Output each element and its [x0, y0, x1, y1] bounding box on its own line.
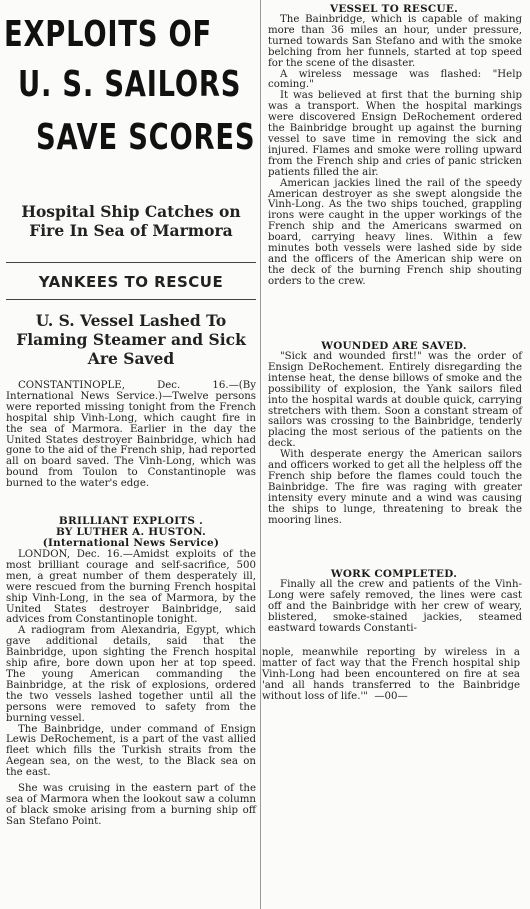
paragraph: nople, meanwhile reporting by wireless in a matter of fact way that the French hospital ship Vinh-Long had been encountered on fire at sea 'and all hands transferred to the Bainbridge without loss of life.'"	[262, 647, 520, 702]
right-body-1	[268, 15, 522, 288]
paragraph: CONSTANTINOPLE, Dec. 16.—(By International News Service.)—Twelve persons were reported missing tonight from the French hospital ship Vinh-Long, which caught fire in the sea of Marmora. Earlier in the day the United States destroyer Bainbridge, which had gone to the aid of the French ship, had reported all on board saved. The Vinh-Long, which was bound from Toulon to Constantinople was burned to the water's edge.	[6, 380, 256, 490]
left-body-2	[6, 550, 256, 828]
headline-line-2: U. S. SAILORS	[18, 64, 242, 105]
subhead-vessel-to-rescue: VESSEL TO RESCUE.	[329, 3, 459, 15]
paragraph: Finally all the crew and patients of the Vinh-Long were safely removed, the lines were cast off and the Bainbridge with her crew of weary, blistered, smoke-stained jackies, steamed eastward towards Constanti-	[268, 579, 522, 634]
end-mark: —00—	[374, 691, 408, 702]
paragraph: A wireless message was flashed: "Help coming."	[268, 68, 522, 91]
paragraph: LONDON, Dec. 16.—Amidst exploits of the most brilliant courage and self-sacrifice, 500 men, a great number of them desperately ill, were rescued from the burning French hospital ship Vinh-Long, in the sea of Marmora, by the United States destroyer Bainbridge, said advices from Constantinople tonight.	[6, 549, 256, 626]
deck-divider-2	[6, 299, 256, 300]
deck-divider-1	[6, 262, 256, 263]
deck-vessel-lashed: U. S. Vessel Lashed To Flaming Steamer and Sick Are Saved	[16, 311, 246, 368]
subhead-brilliant-exploits: BRILLIANT EXPLOITS .	[58, 515, 204, 527]
subhead-wounded-saved: WOUNDED ARE SAVED.	[321, 340, 467, 352]
deck-yankees-to-rescue: YANKEES TO RESCUE	[38, 273, 224, 291]
paragraph: She was cruising in the eastern part of the sea of Marmora when the lookout saw a column of black smoke arising from a burning ship off San Stefano Point.	[6, 783, 256, 827]
byline-service: (International News Service)	[42, 537, 220, 549]
paragraph: It was believed at first that the burning ship was a transport. When the hospital markings were discovered Ensign DeRochement ordered the Bainbridge brought up against the burning vessel to save time in removing the sick and injured. Flames and smoke were rolling upward from the French ship and cries of panic stricken patients filled the air.	[268, 90, 522, 178]
paragraph: The Bainbridge, which is capable of making more than 36 miles an hour, under pressure, turned towards San Stefano and with the smoke belching from her funnels, started at top speed for the scene of the disaster.	[268, 14, 522, 69]
right-body-2	[268, 352, 522, 527]
left-body-1	[6, 381, 256, 490]
right-body-3	[268, 580, 522, 635]
subhead-work-completed: WORK COMPLETED.	[330, 568, 458, 580]
left-column	[2, 0, 260, 909]
right-column	[262, 0, 530, 909]
paragraph: "Sick and wounded first!" was the order of Ensign DeRochement. Entirely disregarding the intense heat, the dense billows of smoke and the possibility of explosion, the Yank sailors filed into the hospital wards at double quick, carrying stretchers with them. Soon a constant stream of sailors was crossing to the Bainbridge, tenderly placing the most serious of the patients on the deck.	[268, 351, 522, 450]
paragraph: The Bainbridge, under command of Ensign Lewis DeRochement, is a part of the vast allied fleet which fills the Turkish straits from the Aegean sea, on the west, to the Black sea on the east.	[6, 723, 256, 779]
headline-line-3: SAVE SCORES	[36, 117, 256, 158]
column-divider	[260, 0, 261, 909]
headline-line-1: EXPLOITS OF	[4, 14, 212, 55]
deck-hospital-ship: Hospital Ship Catches on Fire In Sea of Marmora	[21, 202, 241, 240]
paragraph: With desperate energy the American sailors and officers worked to get all the helpless off the French ship before the flames could touch the Bainbridge. The fire was raging with greater intensity every minute and a wind was causing the ships to lunge, threatening to break the mooring lines.	[268, 449, 522, 526]
paragraph: A radiogram from Alexandria, Egypt, which gave additional details, said that the Bainbridge, upon sighting the French hospital ship afire, bore down upon her at top speed. The young American commanding the Bainbridge, at the risk of explosions, ordered the two vessels lashed together until all the persons were removed to safety from the burning vessel.	[6, 625, 256, 724]
byline: BY LUTHER A. HUSTON.	[55, 526, 207, 538]
paragraph: American jackies lined the rail of the speedy American destroyer as she swept alongside the Vinh-Long. As the two ships touched, grappling irons were caught in the upper workings of the French ship and the Americans swarmed on board, carrying heavy lines. Within a few minutes both vessels were lashed side by side and the officers of the American ship were on the deck of the burning French ship shouting orders to the crew.	[268, 177, 522, 287]
